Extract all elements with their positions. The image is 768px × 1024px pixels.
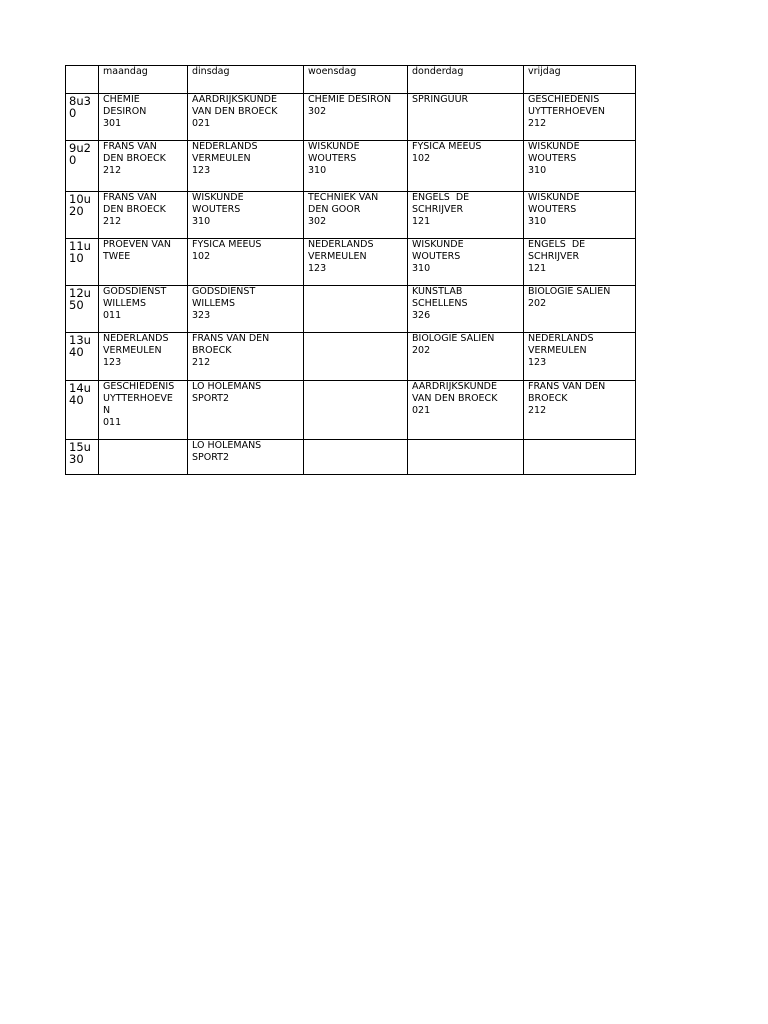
lesson-line: BROECK xyxy=(192,345,232,356)
lesson-line: FYSICA MEEUS xyxy=(192,239,262,250)
lesson-line: 011 xyxy=(103,310,122,321)
table-row xyxy=(66,94,636,141)
lesson-line: GESCHIEDENIS xyxy=(103,381,175,392)
day-header-vrijdag: vrijdag xyxy=(524,66,636,94)
lesson-line: FRANS VAN xyxy=(103,141,157,152)
lesson-line: DEN BROECK xyxy=(103,204,166,215)
lesson-cell-vrijdag xyxy=(524,440,636,475)
lesson-line: 202 xyxy=(528,298,547,309)
lesson-line: UYTTERHOEVE xyxy=(103,393,173,404)
lesson-line: SPRINGUUR xyxy=(412,94,469,105)
lesson-line: 326 xyxy=(412,310,431,321)
lesson-line: SPORT2 xyxy=(192,452,229,463)
lesson-line: 123 xyxy=(192,165,211,176)
lesson-cell-maandag xyxy=(99,192,188,239)
time-slot: 9u20 xyxy=(66,141,99,192)
lesson-cell-donderdag xyxy=(408,440,524,475)
lesson-line: 212 xyxy=(528,405,547,416)
lesson-line: VERMEULEN xyxy=(308,251,367,262)
table-row xyxy=(66,333,636,381)
lesson-line: WOUTERS xyxy=(192,204,241,215)
lesson-cell-dinsdag xyxy=(188,286,304,333)
lesson-cell-maandag xyxy=(99,94,188,141)
day-header-donderdag: donderdag xyxy=(408,66,524,94)
lesson-cell-dinsdag xyxy=(188,94,304,141)
lesson-cell-dinsdag xyxy=(188,141,304,192)
time-slot: 13u40 xyxy=(66,333,99,381)
lesson-line: NEDERLANDS xyxy=(528,333,594,344)
lesson-line: NEDERLANDS xyxy=(103,333,169,344)
lesson-line: 212 xyxy=(103,216,122,227)
lesson-line: SCHRIJVER xyxy=(528,251,580,262)
time-slot: 11u10 xyxy=(66,239,99,286)
lesson-line: 310 xyxy=(528,216,547,227)
table-row xyxy=(66,286,636,333)
lesson-line: WOUTERS xyxy=(412,251,461,262)
lesson-cell-dinsdag xyxy=(188,333,304,381)
lesson-line: VAN DEN BROECK xyxy=(412,393,498,404)
time-slot: 14u40 xyxy=(66,381,99,440)
lesson-line: AARDRIJKSKUNDE xyxy=(192,94,277,105)
lesson-line: 011 xyxy=(103,417,122,428)
lesson-line: FYSICA MEEUS xyxy=(412,141,482,152)
lesson-line: SCHRIJVER xyxy=(412,204,464,215)
lesson-line: 302 xyxy=(308,216,327,227)
lesson-line: WOUTERS xyxy=(528,153,577,164)
lesson-line: VERMEULEN xyxy=(528,345,587,356)
lesson-line: CHEMIE xyxy=(103,94,140,105)
lesson-line: WISKUNDE xyxy=(192,192,244,203)
lesson-cell-dinsdag xyxy=(188,239,304,286)
lesson-line: TECHNIEK VAN xyxy=(308,192,379,203)
lesson-cell-donderdag xyxy=(408,333,524,381)
lesson-cell-donderdag xyxy=(408,141,524,192)
lesson-cell-woensdag xyxy=(304,94,408,141)
lesson-line: NEDERLANDS xyxy=(308,239,374,250)
lesson-cell-maandag xyxy=(99,141,188,192)
lesson-cell-woensdag xyxy=(304,381,408,440)
lesson-line: UYTTERHOEVEN xyxy=(528,106,606,117)
lesson-line: FRANS VAN xyxy=(103,192,157,203)
lesson-line: TWEE xyxy=(103,251,131,262)
lesson-line: 202 xyxy=(412,345,431,356)
lesson-cell-woensdag xyxy=(304,239,408,286)
lesson-line: DESIRON xyxy=(103,106,147,117)
lesson-line: 121 xyxy=(412,216,431,227)
lesson-line: VERMEULEN xyxy=(192,153,251,164)
time-slot: 12u50 xyxy=(66,286,99,333)
lesson-line: 310 xyxy=(192,216,211,227)
lesson-line: NEDERLANDS xyxy=(192,141,258,152)
corner-cell xyxy=(66,66,99,94)
lesson-line: 301 xyxy=(103,118,122,129)
lesson-cell-maandag xyxy=(99,440,188,475)
lesson-line: 212 xyxy=(103,165,122,176)
lesson-cell-maandag xyxy=(99,381,188,440)
lesson-line: LO HOLEMANS xyxy=(192,381,262,392)
lesson-line: 123 xyxy=(308,263,327,274)
lesson-line: 323 xyxy=(192,310,211,321)
lesson-line: 302 xyxy=(308,106,327,117)
lesson-cell-dinsdag xyxy=(188,192,304,239)
lesson-cell-woensdag xyxy=(304,192,408,239)
day-header-maandag: maandag xyxy=(99,66,188,94)
lesson-line: VERMEULEN xyxy=(103,345,162,356)
lesson-cell-woensdag xyxy=(304,333,408,381)
lesson-cell-donderdag xyxy=(408,192,524,239)
lesson-line: WISKUNDE xyxy=(528,192,580,203)
time-slot: 15u30 xyxy=(66,440,99,475)
lesson-line: BROECK xyxy=(528,393,568,404)
lesson-line: WILLEMS xyxy=(103,298,147,309)
lesson-line: FRANS VAN DEN xyxy=(192,333,270,344)
lesson-cell-maandag xyxy=(99,333,188,381)
lesson-line: 123 xyxy=(528,357,547,368)
lesson-cell-vrijdag xyxy=(524,239,636,286)
lesson-cell-vrijdag xyxy=(524,94,636,141)
lesson-line: 310 xyxy=(412,263,431,274)
lesson-line: ENGELS DE xyxy=(528,239,586,250)
lesson-line: VAN DEN BROECK xyxy=(192,106,278,117)
lesson-line: DEN GOOR xyxy=(308,204,361,215)
time-slot: 8u30 xyxy=(66,94,99,141)
lesson-line: 212 xyxy=(528,118,547,129)
lesson-line: WILLEMS xyxy=(192,298,236,309)
lesson-line: 121 xyxy=(528,263,547,274)
timetable xyxy=(65,65,636,475)
lesson-line: 310 xyxy=(528,165,547,176)
lesson-cell-dinsdag xyxy=(188,440,304,475)
lesson-cell-maandag xyxy=(99,286,188,333)
lesson-line: FRANS VAN DEN xyxy=(528,381,606,392)
lesson-line: DEN BROECK xyxy=(103,153,166,164)
lesson-line: ENGELS DE xyxy=(412,192,470,203)
lesson-line: BIOLOGIE SALIEN xyxy=(528,286,611,297)
lesson-cell-donderdag xyxy=(408,94,524,141)
lesson-line: SCHELLENS xyxy=(412,298,468,309)
lesson-cell-vrijdag xyxy=(524,192,636,239)
lesson-cell-donderdag xyxy=(408,286,524,333)
lesson-line: AARDRIJKSKUNDE xyxy=(412,381,497,392)
table-row xyxy=(66,440,636,475)
lesson-line: PROEVEN VAN xyxy=(103,239,171,250)
day-header-dinsdag: dinsdag xyxy=(188,66,304,94)
lesson-line: BIOLOGIE SALIEN xyxy=(412,333,495,344)
time-slot: 10u20 xyxy=(66,192,99,239)
table-row xyxy=(66,239,636,286)
day-header-woensdag: woensdag xyxy=(304,66,408,94)
schedule-body xyxy=(66,94,636,475)
table-row xyxy=(66,192,636,239)
header-row xyxy=(66,66,636,94)
lesson-cell-woensdag xyxy=(304,440,408,475)
lesson-line: 123 xyxy=(103,357,122,368)
lesson-line: WISKUNDE xyxy=(412,239,464,250)
lesson-line: 212 xyxy=(192,357,211,368)
lesson-line: 021 xyxy=(192,118,211,129)
lesson-line: LO HOLEMANS xyxy=(192,440,262,451)
lesson-line: GESCHIEDENIS xyxy=(528,94,600,105)
lesson-cell-vrijdag xyxy=(524,141,636,192)
lesson-cell-woensdag xyxy=(304,286,408,333)
lesson-line: 310 xyxy=(308,165,327,176)
lesson-line: KUNSTLAB xyxy=(412,286,463,297)
lesson-line: GODSDIENST xyxy=(192,286,256,297)
lesson-cell-dinsdag xyxy=(188,381,304,440)
lesson-cell-woensdag xyxy=(304,141,408,192)
lesson-line: 102 xyxy=(192,251,211,262)
lesson-line: GODSDIENST xyxy=(103,286,167,297)
lesson-line: SPORT2 xyxy=(192,393,229,404)
lesson-line: WOUTERS xyxy=(528,204,577,215)
lesson-line: WISKUNDE xyxy=(528,141,580,152)
lesson-line: CHEMIE DESIRON xyxy=(308,94,392,105)
lesson-cell-vrijdag xyxy=(524,286,636,333)
lesson-line: N xyxy=(103,405,111,416)
lesson-line: WISKUNDE xyxy=(308,141,360,152)
lesson-cell-donderdag xyxy=(408,239,524,286)
lesson-line: 102 xyxy=(412,153,431,164)
lesson-cell-vrijdag xyxy=(524,333,636,381)
table-row xyxy=(66,381,636,440)
lesson-line: WOUTERS xyxy=(308,153,357,164)
lesson-cell-maandag xyxy=(99,239,188,286)
lesson-cell-donderdag xyxy=(408,381,524,440)
lesson-line: 021 xyxy=(412,405,431,416)
table-row xyxy=(66,141,636,192)
lesson-cell-vrijdag xyxy=(524,381,636,440)
